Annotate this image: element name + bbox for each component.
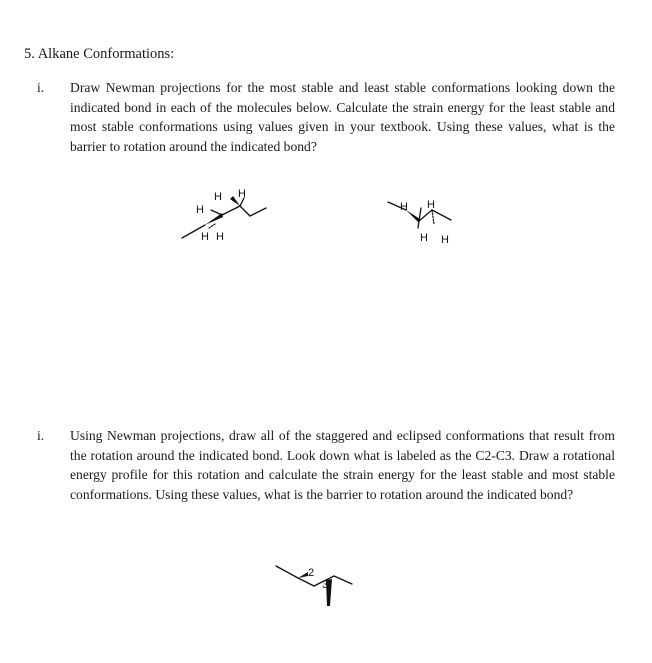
question-1-number: i. xyxy=(37,80,45,95)
carbon-label-3: 3 xyxy=(322,579,329,591)
bond xyxy=(418,221,419,228)
molecule-structure-a xyxy=(178,186,278,246)
question-2-text: Using Newman projections, draw all of the staggered and eclipsed conformations that result from the rotation around the indicated bond. Look down what is labeled as the C2-C3. Draw a rotational energy profile for this rotation and calculate the strain energy for the least stable and most stable conformations. Using these values, what is the barrier to rotation around the indicated bond? xyxy=(70,428,615,502)
wedge-bond xyxy=(406,210,420,222)
atom-label-h: H xyxy=(214,191,222,203)
bond xyxy=(250,208,266,216)
molecule-structure-b xyxy=(388,196,468,252)
carbon-label-2: 2 xyxy=(308,567,315,579)
bond xyxy=(276,566,298,578)
atom-label-h: H xyxy=(400,201,408,213)
bond xyxy=(222,206,240,215)
bond xyxy=(298,578,314,586)
molecule-structure-c xyxy=(274,560,364,612)
question-2 xyxy=(37,426,615,504)
atom-label-h: H xyxy=(427,199,435,211)
atom-label-h: H xyxy=(201,231,209,243)
atom-label-h: H xyxy=(420,232,428,244)
atom-label-h: H xyxy=(216,231,224,243)
bond xyxy=(211,210,222,215)
hashed-bond xyxy=(432,210,434,224)
atom-label-h: H xyxy=(238,188,246,200)
wedge-bond xyxy=(298,572,308,578)
atom-label-h: H xyxy=(196,204,204,216)
question-2-number: i. xyxy=(37,428,45,443)
section-heading: 5. Alkane Conformations: xyxy=(24,46,175,62)
bond xyxy=(334,576,352,584)
hashed-bond xyxy=(209,224,215,228)
question-1-text: Draw Newman projections for the most stable and least stable conformations looking down the indicated bond in each of the molecules below. Calculate the strain energy for the least stable and most stable conformations using values given in your textbook. Using these values, what is the barrier to rotation around the indicated bond? xyxy=(70,80,615,154)
atom-label-h: H xyxy=(441,234,449,246)
bond xyxy=(240,206,250,216)
question-1 xyxy=(37,78,615,156)
bond xyxy=(432,210,451,220)
